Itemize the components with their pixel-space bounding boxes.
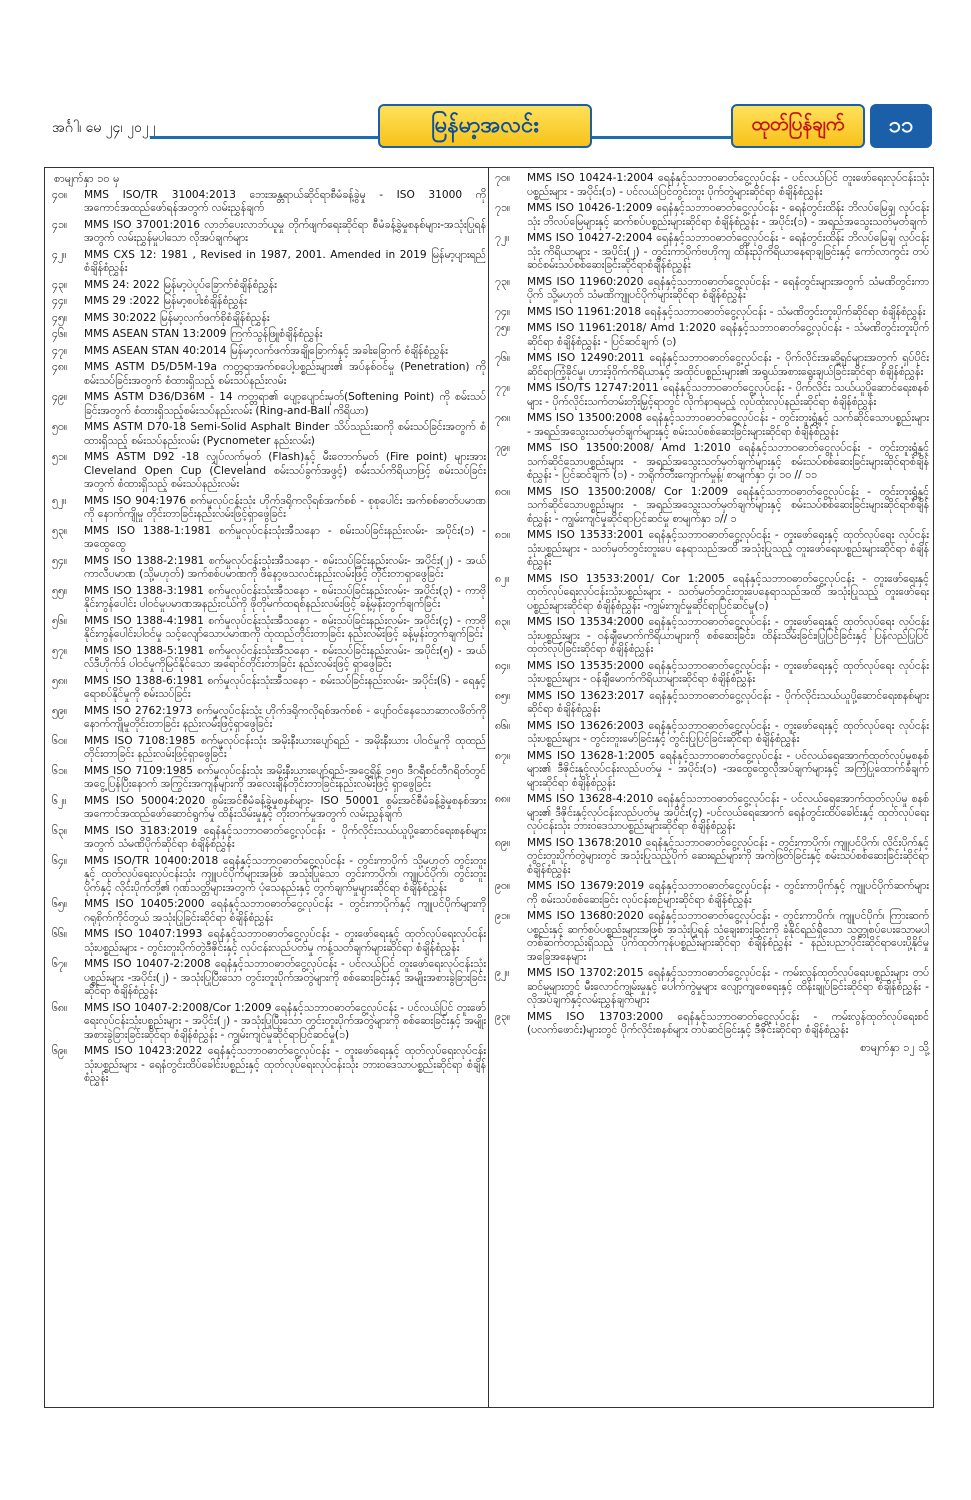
entry-text: MMS ISO 7109:1985 စက်မှုလုပ်ငန်းသုံး အမိုးနီးယားပျော်ရည်-အငွေ့ရှိန် ၁၅၀ ဒီဂရီစင်တီဂရိတ်တွင် အငွေ့ပြန်ပြီးနောက် အကြွင်းအကျန်များကို အလေးချိန်တိုင်းတာခြင်းနည်းလမ်းဖြင့် ရှာဖွေခြင်း	[84, 764, 486, 790]
standard-entry	[495, 910, 929, 964]
entry-text: MMS ISO 13679:2019 ရေနံနှင့်သဘာဝဓာတ်ငွေ့လုပ်ငန်း - တွင်းကာပိုက်နှင့် ကျူပင်ပိုက်ဆက်များကို စမ်းသပ်စစ်ဆေးခြင်း လုပ်ငန်းစဉ်များဆိုင်ရာ စံချိန်စံညွှန်း	[527, 880, 929, 906]
entry-number: ၆၆။	[52, 928, 68, 940]
entry-text: MMS ISO 37001:2016 လာဘ်ပေးလာဘ်ယူမှု တိုက်ဖျက်ရေးဆိုင်ရာ စီမံခန့်ခွဲမှုစနစ်များ-အသုံးပြုရန်အတွက် လမ်းညွှန်မှုပါသော လိုအပ်ချက်များ	[84, 218, 486, 244]
standard-entry	[495, 202, 929, 229]
entry-number: ၆၄။	[52, 854, 68, 867]
entry-number: ၄၄။	[52, 295, 68, 307]
entry-text: MMS ISO 1388-3:1981 စက်မှုလုပ်ငန်းသုံးအီသနော - စမ်းသပ်ခြင်းနည်းလမ်း- အပိုင်း(၃) - ကာဗိုနိုင်းကွန်ပေါင်း ပါဝင်မှုပမာဏအနည်းငယ်ကို ဖိုတိုမက်ထရစ်နည်းလမ်းဖြင့် ခန့်မှန်းတွက်ချက်ခြင်း	[84, 584, 486, 610]
entry-number: ၄၆။	[52, 328, 68, 340]
section-label: ထုတ်ပြန်ချက်	[731, 104, 865, 148]
standard-entry	[52, 675, 486, 702]
entry-text: MMS ISO 13500:2008 ရေနံနှင့်သဘာဝဓာတ်ငွေ့လုပ်ငန်း - တွင်းတူးရွှံ့နှင့် သက်ဆိုင်သောပစ္စည်းများ - အရည်အသွေးသတ်မှတ်ချက်များနှင့် စမ်းသပ်စစ်ဆေးခြင်းများဆိုင်ရာ စံချိန်စံညွှန်း	[527, 412, 929, 438]
entry-number: ၈၄။	[495, 659, 511, 672]
entry-text: MMS ISO 12490:2011 ရေနံနှင့်သဘာဝဓာတ်ငွေ့လုပ်ငန်း - ပိုက်လိုင်းအဆို့ရှင်များအတွက် ရှပ်ပိုင်းဆိုင်ရာကြံ့ခိုင်မှု၊ ဟားဒ့်ဝိုက်ကိရိယာနှင့် အထိုင်ပစ္စည်းများ၏ အရွယ်အစားရွေးချယ်ခြင်းဆိုင်ရာ စံချိန်စံညွှန်း	[527, 352, 929, 378]
entry-text: MMS ISO 13535:2000 ရေနံနှင့်သဘာဝဓာတ်ငွေ့လုပ်ငန်း - တူးဖော်ရေးနှင့် ထုတ်လုပ်ရေး လုပ်ငန်းသုံးပစ္စည်းများ - ဝန်ချီမောက်ကိရိယာများဆိုင်ရာ စံချိန်စံညွှန်း	[527, 659, 929, 685]
entry-text: MMS ISO/TR 10400:2018 ရေနံနှင့်သဘာဝဓာတ်ငွေ့လုပ်ငန်း - တွင်းကာပိုက် သို့မဟုတ် တွင်းတူးနှင့် ထုတ်လုပ်ရေးလုပ်ငန်းသုံး ကျူပင်ပိုက်များအဖြစ် အသုံးပြုသော တွင်းကာပိုက်၊ ကျူပင်ပိုက်၊ တွင်းတူးပိုက်နှင့် လိုင်းပိုက်တို့၏ ဂုဏ်သတ္တိများအတွက် ပုံသေနည်းနှင့် တွက်ချက်မှုများဆိုင်ရာ စံချိန်စံညွှန်း	[84, 854, 486, 894]
entry-number: ၅၀။	[52, 421, 68, 433]
entry-number: ၈၆။	[495, 719, 511, 732]
standard-entry	[495, 967, 929, 1008]
newspaper-masthead: မြန်မာ့အလင်း	[378, 104, 592, 148]
standard-entry	[495, 352, 929, 379]
entry-number: ၅၆။	[52, 614, 68, 627]
standard-entry	[52, 279, 486, 293]
column-divider	[488, 167, 489, 1408]
standard-entry	[52, 795, 486, 822]
issue-date: အင်္ဂါ၊ မေ ၂၄၊ ၂၀၂၂	[52, 120, 156, 136]
standard-entry	[52, 421, 486, 448]
standard-entry	[52, 1002, 486, 1043]
standard-entry	[52, 928, 486, 955]
standard-entry	[495, 486, 929, 527]
entry-text: MMS ASTM D70-18 Semi-Solid Asphalt Binder သိပ်သည်းဆကို စမ်းသပ်ခြင်းအတွက် စံထားရှိသည့် စမ်းသပ်နည်းလမ်း (Pycnometer နည်းလမ်း)	[84, 421, 486, 447]
entry-number: ၄၇။	[52, 344, 68, 357]
entry-text: MMS ISO 13500:2008/ Amd 1:2010 ရေနံနှင့်သဘာဝဓာတ်ငွေ့လုပ်ငန်း - တွင်းတူးရွှံ့နှင့် သက်ဆိုင်သောပစ္စည်းများ - အရည်အသွေးသတ်မှတ်ချက်များနှင့် စမ်းသပ်စစ်ဆေးခြင်းများဆိုင်ရာစံချိန်စံညွှန်း - ပြင်ဆင်ချက် (၁) - ဘရိုက်တီးကျောက်မှုန့်၊ စာမျက်နှာ ၄၊ ၁၀ // ၁၁	[527, 442, 929, 481]
standard-entry	[495, 1011, 929, 1038]
entry-text: MMS ISO 11960:2020 ရေနံနှင့်သဘာဝဓာတ်ငွေ့လုပ်ငန်း - ရေနံတွင်းများအတွက် သံမဏိတွင်းကာပိုက် သို့မဟုတ် သံမဏိကျူပင်ပိုက်များဆိုင်ရာ စံချိန်စံညွှန်း	[527, 275, 929, 301]
entry-number: ၇၇။	[495, 382, 511, 394]
standard-entry	[52, 615, 486, 642]
entry-number: ၅၂။	[52, 494, 67, 507]
entry-text: MMS ISO 10427-2:2004 ရေနံနှင့်သဘာဝဓာတ်ငွေ့လုပ်ငန်း - ရေနံတွင်းထိန်း ဘိလပ်မြေချ လုပ်ငန်းသုံး ကိရိယာများ - အပိုင်း(၂) - တွင်းကာပိုက်ဗဟိုကျ ထိန်းညှိကိရိယာနေရာချခြင်းနှင့် ကော်လာကွင်း တပ်ဆင်စမ်းသပ်စစ်ဆေးခြင်းဆိုင်ရာစံချိန်စံညွှန်း	[527, 232, 929, 271]
standard-entry	[52, 825, 486, 852]
entry-text: MMS 24: 2022 မြန်မာ့ပဲပုပ်ခြောက်စံချိန်စံညွှန်း	[84, 278, 277, 291]
entry-number: ၈၉။	[495, 836, 511, 849]
standard-entry	[495, 573, 929, 614]
entry-number: ၅၁။	[52, 451, 68, 463]
entry-text: MMS ISO 1388-6:1981 စက်မှုလုပ်ငန်းသုံးအီသနော - စမ်းသပ်ခြင်းနည်းလမ်း- အပိုင်း(၆) - ရေနှင့်ရောစပ်နိုင်မှုကို စမ်းသပ်ခြင်း	[84, 674, 486, 700]
standard-entry	[52, 295, 486, 309]
entry-number: ၄၀။	[52, 188, 68, 201]
entry-text: MMS ISO 10407-2:2008 ရေနံနှင့်သဘာဝဓာတ်ငွေ့လုပ်ငန်း - ပင်လယ်ပြင် တူးဖော်ရေးလုပ်ငန်းသုံးပစ္စည်းများ -အပိုင်း(၂) - အသုံးပြုပြီးသော တွင်းတူးပိုက်အတွဲများကို စစ်ဆေးခြင်းနှင့် အမျိုးအစားခွဲခြားခြင်းဆိုင်ရာ စံချိန်စံညွှန်း	[84, 958, 486, 997]
entry-number: ၉၃။	[495, 1010, 511, 1023]
entry-text: MMS ASEAN STAN 13:2009 ကြက်သွန်ဖြူစံချိန်စံညွှန်း	[84, 328, 323, 340]
entry-text: MMS ISO 13626:2003 ရေနံနှင့်သဘာဝဓာတ်ငွေ့လုပ်ငန်း - တူးဖော်ရေးနှင့် ထုတ်လုပ်ရေး လုပ်ငန်းသုံးပစ္စည်းများ - တွင်းတူးမော်ခြင်းနှင့် တွင်းပြုပြင်ခြင်းဆိုင်ရာ စံချိန်စံညွှန်း	[527, 719, 929, 745]
standard-entry	[52, 391, 486, 418]
entry-text: MMS 29 :2022 မြန်မာ့စပါးစံချိန်စံညွှန်း	[84, 295, 247, 307]
page-number: ၁၁	[870, 104, 932, 148]
standard-entry	[495, 412, 929, 439]
entry-number: ၅၄။	[52, 554, 68, 567]
entry-text: MMS ISO 11961:2018/ Amd 1:2020 ရေနံနှင့်သဘာဝဓာတ်ငွေ့လုပ်ငန်း - သံမဏိတွင်းတူးပိုက်ဆိုင်ရာ စံချိန်စံညွှန်း - ပြင်ဆင်ချက် (၁)	[527, 322, 929, 348]
entry-text: MMS ISO 13533:2001/ Cor 1:2005 ရေနံနှင့်သဘာဝဓာတ်ငွေ့လုပ်ငန်း - တူးဖော်ရေးနှင့် ထုတ်လုပ်ရေးလုပ်ငန်းသုံးပစ္စည်းများ - သတ်မှတ်တွင်းတူးပေနေရာသည်အထိ အသုံးပြုသည့် တူးဖော်ရေးပစ္စည်းများဆိုင်ရာ စံချိန်စံညွှန်း -ကျွမ်းကျင်မှုဆိုင်ရာပြင်ဆင်မှု(၁)	[527, 572, 929, 612]
entry-text: MMS ISO 13628-1:2005 ရေနံနှင့်သဘာဝဓာတ်ငွေ့လုပ်ငန်း - ပင်လယ်ရေအောက်ထုတ်လုပ်မှုစနစ်များ၏ ဒီဇိုင်းနှင့်လုပ်ငန်းလည်ပတ်မှု - အပိုင်း(၁) -အထွေထွေလိုအပ်ချက်များနှင့် အကြံပြုထောက်ခံချက်များဆိုင်ရာ စံချိန်စံညွှန်း	[527, 749, 929, 789]
entry-number: ၇၃။	[495, 275, 511, 288]
entry-number: ၅၃။	[52, 524, 68, 537]
entry-number: ၈၂။	[495, 572, 510, 585]
entry-text: MMS ISO 13534:2000 ရေနံနှင့်သဘာဝဓာတ်ငွေ့လုပ်ငန်း - တူးဖော်ရေးနှင့် ထုတ်လုပ်ရေး လုပ်ငန်းသုံးပစ္စည်းများ - ဝန်ချီမောက်ကိရိယာများကို စစ်ဆေးခြင်း၊ ထိန်းသိမ်းခြင်း၊ပြုပြင်ခြင်းနှင့် ပြန်လည်ပြုပြင်ထုတ်လုပ်ခြင်းဆိုင်ရာ စံချိန်စံညွှန်း	[527, 616, 929, 655]
entry-number: ၈၅။	[495, 689, 511, 702]
entry-text: MMS ISO 1388-5:1981 စက်မှုလုပ်ငန်းသုံးအီသနော - စမ်းသပ်ခြင်းနည်းလမ်း- အပိုင်း(၅) - အယ်လ်ဒီဟိုက်ဒ် ပါဝင်မှုကိုမြင်နိုင်သော အရောင်တိုင်းတာခြင်း နည်းလမ်းဖြင့် ရှာဖွေခြင်း	[84, 644, 486, 670]
entry-number: ၉၂။	[495, 967, 510, 979]
standard-entry	[52, 219, 486, 246]
standard-entry	[495, 616, 929, 657]
standard-entry	[52, 249, 486, 276]
entry-number: ၅၅။	[52, 584, 68, 597]
standard-entry	[495, 837, 929, 878]
entry-number: ၉၁။	[495, 910, 511, 922]
entry-text: MMS CXS 12: 1981 , Revised in 1987, 2001. Amended in 2019 မြန်မာ့ပျားရည်စံချိန်စံညွှန်း	[84, 248, 486, 274]
entry-text: MMS ISO 10407-2:2008/Cor 1:2009 ရေနံနှင့်သဘာဝဓာတ်ငွေ့လုပ်ငန်း - ပင်လယ်ပြင် တူးဖော်ရေးလုပ်ငန်းသုံးပစ္စည်းများ - အပိုင်း(၂) - အသုံးပြုပြီးသော တွင်းတူးပိုက်အတွဲများကို စစ်ဆေးခြင်းနှင့် အမျိုးအစားခွဲခြားခြင်းဆိုင်ရာ စံချိန်စံညွှန်း - ကျွမ်းကျင်မှုဆိုင်ရာပြင်ဆင်မှု(၁)	[84, 1001, 486, 1041]
entry-number: ၅၈။	[52, 674, 68, 687]
entry-text: MMS ISO 11961:2018 ရေနံနှင့်သဘာဝဓာတ်ငွေ့လုပ်ငန်း - သံမဏိတွင်းတူးပိုက်ဆိုင်ရာ စံချိန်စံညွှန်း	[527, 305, 926, 318]
standard-entry	[52, 958, 486, 999]
entry-number: ၄၈။	[52, 361, 68, 373]
standard-entry	[52, 312, 486, 326]
entry-number: ၆၁။	[52, 764, 68, 777]
entry-text: MMS ISO 13702:2015 ရေနံနှင့်သဘာဝဓာတ်ငွေ့လုပ်ငန်း - ကမ်းလွန်ထုတ်လုပ်ရေးပစ္စည်းများ တပ်ဆင်မှုများတွင် မီးလောင်ကျွမ်းမှုနှင့် ပေါက်ကွဲမှုများ လျော့ကျစေရေးနှင့် ထိန်းချုပ်ခြင်းဆိုင်ရာ စံချိန်စံညွှန်း - လိုအပ်ချက်နှင့်လမ်းညွှန်ချက်များ	[527, 967, 929, 1006]
standard-entry	[52, 898, 486, 925]
entry-text: MMS ASTM D36/D36M - 14 ကတ္တရာ၏ ပျော့ပျောင်းမှတ်(Softening Point) ကို စမ်းသပ်ခြင်းအတွက် စံထားရှိသည့်စမ်းသပ်နည်းလမ်း (Ring-and-Ball ကိရိယာ)	[84, 391, 486, 417]
standard-entry	[52, 495, 486, 522]
entry-text: MMS ISO 10424-1:2004 ရေနံနှင့်သဘာဝဓာတ်ငွေ့လုပ်ငန်း - ပင်လယ်ပြင် တူးဖော်ရေးလုပ်ငန်းသုံးပစ္စည်းများ - အပိုင်း(၁) - ပင်လယ်ပြင်တွင်းတူး ပိုက်တွဲများဆိုင်ရာ စံချိန်စံညွှန်း	[527, 172, 929, 198]
standard-entry	[495, 382, 929, 409]
standard-entry	[52, 855, 486, 896]
standard-entry	[495, 529, 929, 570]
entry-number: ၄၃။	[52, 278, 68, 291]
entry-number: ၇၂။	[495, 232, 510, 244]
standard-entry	[495, 660, 929, 687]
entry-text: MMS ISO 10423:2022 ရေနံနှင့်သဘာဝဓာတ်ငွေ့လုပ်ငန်း - တူးဖော်ရေးနှင့် ထုတ်လုပ်ရေးလုပ်ငန်းသုံးပစ္စည်းများ - ရေနံတွင်းထိပ်ခေါင်းပစ္စည်းနှင့် ထုတ်လုပ်ရေးလုပ်ငန်းသုံး ဘားဝဒေသာပစ္စည်းဆိုင်ရာ စံချိန်စံညွှန်း	[84, 1045, 486, 1084]
entry-number: ၄၅။	[52, 311, 68, 324]
entry-number: ၄၉။	[52, 391, 68, 403]
entry-text: MMS 30:2022 မြန်မာ့လက်ဖက်စိုစံချိန်စံညွှန်း	[84, 311, 270, 324]
standard-entry	[495, 750, 929, 791]
right-column	[495, 172, 929, 1054]
header-rule-left	[150, 136, 378, 139]
entry-number: ၇၆။	[495, 352, 511, 364]
entry-text: MMS ISO 2762:1973 စက်မှုလုပ်ငန်းသုံး ဟိုက်ဒရိုကလိုရစ်အက်စစ် - ပျော်ဝင်နေသောဆာလဖိတ်ကို နောက်ကျိုမှုတိုင်းတာခြင်း နည်းလမ်းဖြင့်ရှာဖွေခြင်း	[84, 704, 486, 730]
entry-text: MMS ISO 1388-2:1981 စက်မှုလုပ်ငန်းသုံးအီသနော - စမ်းသပ်ခြင်းနည်းလမ်း- အပိုင်း(၂) - အယ်ကာလီပမာဏ (သို့မဟုတ်) အက်စစ်ပမာဏကို ဖီနော့ဖသလင်းနည်းလမ်းဖြင့် တိုင်းတာရှာဖွေခြင်း	[84, 554, 486, 580]
entry-number: ၅၇။	[52, 644, 68, 657]
entry-text: MMS ISO 10405:2000 ရေနံနှင့်သဘာဝဓာတ်ငွေ့လုပ်ငန်း - တွင်းကာပိုက်နှင့် ကျူပင်ပိုက်များကို ဂရုစိုက်ကိုင်တွယ် အသုံးပြုခြင်းဆိုင်ရာ စံချိန်စံညွှန်း	[84, 898, 486, 924]
entry-number: ၈၁။	[495, 529, 511, 541]
entry-text: MMS ISO 10407:1993 ရေနံနှင့်သဘာဝဓာတ်ငွေ့လုပ်ငန်း - တူးဖော်ရေးနှင့် ထုတ်လုပ်ရေးလုပ်ငန်းသုံးပစ္စည်းများ - တွင်းတူးပိုက်တွဲဒီဇိုင်းနှင့် လုပ်ငန်းလည်ပတ်မှု ကန့်သတ်ချက်များဆိုင်ရာ စံချိန်စံညွှန်း	[84, 928, 486, 954]
entry-number: ၈၈။	[495, 793, 511, 805]
standard-entry	[52, 645, 486, 672]
entry-text: MMS ISO 50004:2020 စွမ်းအင်စီမံခန့်ခွဲမှုစနစ်များ- ISO 50001 စွမ်းအင်စီမံခန့်ခွဲမှုစနစ်အား အကောင်အထည်ဖော်ဆောင်ရွက်မှု ထိန်းသိမ်းမှုနှင့် တိုးတက်မှုအတွက် လမ်းညွှန်ချက်	[84, 794, 486, 820]
continued-to: စာမျက်နှာ ၁၂ သို့	[860, 1040, 929, 1054]
standard-entry	[52, 328, 486, 342]
standard-entry	[52, 345, 486, 359]
standard-entry	[495, 232, 929, 273]
standard-entry	[52, 705, 486, 732]
entry-text: MMS ISO 13533:2001 ရေနံနှင့်သဘာဝဓာတ်ငွေ့လုပ်ငန်း - တူးဖော်ရေးနှင့် ထုတ်လုပ်ရေး လုပ်ငန်းသုံးပစ္စည်းများ - သတ်မှတ်တွင်းတူးပေ နေရာသည်အထိ အသုံးပြုသည့် တူးဖော်ရေးပစ္စည်းများဆိုင်ရာ စံချိန်စံညွှန်း	[527, 529, 929, 568]
entry-number: ၆၅။	[52, 898, 68, 910]
standard-entry	[495, 442, 929, 483]
entry-number: ၈၇။	[495, 749, 511, 762]
standard-entry	[52, 555, 486, 582]
entry-number: ၇၈။	[495, 412, 511, 424]
entry-number: ၈၃။	[495, 616, 511, 628]
entry-number: ၅၉။	[52, 704, 68, 717]
standard-entry	[495, 720, 929, 747]
standard-entry	[52, 585, 486, 612]
standard-entry	[52, 735, 486, 762]
standard-entry	[52, 451, 486, 492]
standard-entry	[495, 306, 929, 320]
header-rule-right	[592, 136, 731, 139]
entry-text: MMS ASEAN STAN 40:2014 မြန်မာ့လက်ဖက်အချိုခြောက်နှင့် အခါးခြောက် စံချိန်စံညွှန်း	[84, 344, 448, 357]
left-column	[52, 172, 486, 1089]
entry-number: ၉၀။	[495, 880, 511, 892]
entry-text: MMS ISO 10426-1:2009 ရေနံနှင့်သဘာဝဓာတ်ငွေ့လုပ်ငန်း - ရေနံတွင်းထိန်း ဘိလပ်မြေချ လုပ်ငန်းသုံး ဘိလပ်မြေများနှင့် ဆက်စပ်ပစ္စည်းများဆိုင်ရာ စံချိန်စံညွှန်း - အပိုင်း(၁) - အရည်အသွေးသတ်မှတ်ချက်	[527, 202, 929, 228]
entry-text: MMS ISO 13500:2008/ Cor 1:2009 ရေနံနှင့်သဘာဝဓာတ်ငွေ့လုပ်ငန်း - တွင်းတူးရွှံ့နှင့် သက်ဆိုင်သောပစ္စည်းများ - အရည်အသွေးသတ်မှတ်ချက်များနှင့် စမ်းသပ်စစ်ဆေးခြင်းများဆိုင်ရာစံချိန်စံညွှန်း - ကျွမ်းကျင်မှုဆိုင်ရာပြင်ဆင်မှု စာမျက်နှာ ၁// ၁	[527, 485, 929, 525]
entry-text: MMS ISO 1388-4:1981 စက်မှုလုပ်ငန်းသုံးအီသနော - စမ်းသပ်ခြင်းနည်းလမ်း- အပိုင်း(၄) - ကာဗိုနိုင်းကွန်ပေါင်းပါဝင်မှု သင့်လျော်သောပမာဏကို ထုထည်တိုင်းတာခြင်း နည်းလမ်းဖြင့် ခန့်မှန်းတွက်ချက်ခြင်း	[84, 614, 486, 640]
entry-text: MMS ISO/TS 12747:2011 ရေနံနှင့်သဘာဝဓာတ်ငွေ့လုပ်ငန်း - ပိုက်လိုင်း သယ်ယူပို့ဆောင်ရေးစနစ်များ - ပိုက်လိုင်းသက်တမ်းတိုးမြှင့်ရာတွင် လိုက်နာရမည့် လုပ်ထုံးလုပ်နည်းဆိုင်ရာ စံချိန်စံညွှန်း	[527, 382, 929, 408]
entry-text: MMS ISO 13628-4:2010 ရေနံနှင့်သဘာဝဓာတ်ငွေ့လုပ်ငန်း - ပင်လယ်ရေအောက်ထုတ်လုပ်မှု စနစ်များ၏ ဒီဇိုင်းနှင့်လုပ်ငန်းလည်ပတ်မှု အပိုင်း(၄) -ပင်လယ်ရေအောက် ရေနံတွင်းထိပ်ခေါင်းနှင့် ထုတ်လုပ်ရေးလုပ်ငန်းသုံး ဘားဝဒေသာပစ္စည်းများဆိုင်ရာ စံချိန်စံညွှန်း	[527, 793, 929, 832]
standard-entry	[495, 690, 929, 717]
continued-from: စာမျက်နှာ ၁၀ မှ	[54, 172, 120, 185]
entry-text: MMS ISO 13678:2010 ရေနံနှင့်သဘာဝဓာတ်ငွေ့လုပ်ငန်း - တွင်းကာပိုက်၊ ကျူပင်ပိုက်၊ လိုင်းပိုက်နှင့် တွင်းတူးပိုက်တွဲများတွင် အသုံးပြုသည့်ပိုက် ဆေးရည်များကို အကဲဖြတ်ခြင်းနှင့် စမ်းသပ်စစ်ဆေးခြင်းဆိုင်ရာစံချိန်စံညွှန်း	[527, 836, 929, 876]
entry-number: ၆၃။	[52, 824, 68, 837]
entry-number: ၄၂။	[52, 248, 67, 261]
standard-entry	[495, 880, 929, 907]
entry-number: ၄၁။	[52, 218, 68, 231]
standard-entry	[52, 525, 486, 552]
standard-entry	[495, 793, 929, 834]
entry-number: ၆၉။	[52, 1045, 68, 1057]
entry-number: ၆၇။	[52, 958, 68, 970]
entry-text: MMS ISO 7108:1985 စက်မှုလုပ်ငန်းသုံး အမိုးနီးယားပျော်ရည် - အမိုးနီးယား ပါဝင်မှုကို ထုထည်တိုင်းတာခြင်း နည်းလမ်းဖြင့်ရှာဖွေခြင်း	[84, 734, 486, 760]
entry-text: MMS ISO 3183:2019 ရေနံနှင့်သဘာဝဓာတ်ငွေ့လုပ်ငန်း - ပိုက်လိုင်းသယ်ယူပို့ဆောင်ရေးစနစ်များအတွက် သံမဏိပိုက်ဆိုင်ရာ စံချိန်စံညွှန်း	[84, 824, 486, 850]
standard-entry	[52, 189, 486, 216]
entry-text: MMS ISO 1388-1:1981 စက်မှုလုပ်ငန်းသုံးအီသနော - စမ်းသပ်ခြင်းနည်းလမ်း- အပိုင်း(၁) - အထွေထွေ	[84, 524, 486, 550]
page-header	[0, 0, 971, 170]
entry-number: ၆၈။	[52, 1001, 68, 1014]
entry-number: ၆၂။	[52, 794, 67, 807]
entry-number: ၇၁။	[495, 202, 511, 214]
entry-number: ၆၀။	[52, 734, 68, 747]
entry-number: ၈၀။	[495, 485, 511, 498]
standard-entry	[495, 172, 929, 199]
entry-number: ၇၅။	[495, 322, 511, 334]
entry-text: MMS ASTM D92 -18 လျှပ်လက်မှတ် (Flash)နှင့် မီးတောက်မှတ် (Fire point) များအား Cleveland Open Cup (Cleveland စမ်းသပ်ခွက်အဖွင့်) စမ်းသပ်ကိရိယာဖြင့် စမ်းသပ်ခြင်းအတွက် စံထားရှိသည့် စမ်းသပ်နည်းလမ်း	[84, 451, 486, 490]
standard-entry	[495, 276, 929, 303]
entry-text: MMS ISO 904:1976 စက်မှုလုပ်ငန်းသုံး ဟိုက်ဒရိုကလိုရစ်အက်စစ် - စုစုပေါင်း အက်စစ်ဓာတ်ပမာဏကို နောက်ကျိုမှု တိုင်းတာခြင်းနည်းလမ်းဖြင့်ရှာဖွေခြင်း	[84, 494, 486, 520]
entry-text: MMS ISO/TR 31004:2013 ဘေးအန္တရာယ်ဆိုင်ရာစီမံခန့်ခွဲမှု - ISO 31000 ကို အကောင်အထည်ဖော်ရန်အတွက် လမ်းညွှန်ချက်	[84, 188, 486, 214]
standard-entry	[52, 1045, 486, 1086]
standard-entry	[52, 765, 486, 792]
entry-number: ၇၉။	[495, 442, 511, 454]
entry-text: MMS ISO 13680:2020 ရေနံနှင့်သဘာဝဓာတ်ငွေ့လုပ်ငန်း - တွင်းကာပိုက်၊ ကျူပင်ပိုက်၊ ကြားဆက်ပစ္စည်းနှင့် ဆက်စပ်ပစ္စည်းများအဖြစ် အသုံးပြုရန် သံချေးစားခြင်းကို ခံနိုင်ရည်ရှိသော သတ္တုစပ်ပေးသောမပါ တစ်ဆက်တည်းရှိသည့် ပိုက်ထုတ်ကုန်ပစ္စည်းများဆိုင်ရာ စံချိန်စံညွှန်း - နည်းပညာပိုင်းဆိုင်ရာပေးပို့နိုင်မှု အခြေအနေများ	[527, 910, 929, 963]
entry-text: MMS ASTM D5/D5M-19a ကတ္တရာအက်စပေါ့ပစ္စည်းများ၏ အပ်နစ်ဝင်မှု (Penetration) ကို စမ်းသပ်ခြင်းအတွက် စံထားရှိသည့် စမ်းသပ်နည်းလမ်း	[84, 361, 486, 387]
standard-entry	[495, 322, 929, 349]
entry-text: MMS ISO 13703:2000 ရေနံနှင့်သဘာဝဓာတ်ငွေ့လုပ်ငန်း - ကမ်းလွန်ထုတ်လုပ်ရေးစင် (ပလက်ဖောင်း)များတွင် ပိုက်လိုင်းစနစ်များ တပ်ဆင်ခြင်းနှင့် ဒီဇိုင်းဆိုင်ရာ စံချိန်စံညွှန်း	[527, 1010, 929, 1036]
entry-number: ၇၀။	[495, 172, 511, 184]
entry-text: MMS ISO 13623:2017 ရေနံနှင့်သဘာဝဓာတ်ငွေ့လုပ်ငန်း - ပိုက်လိုင်းသယ်ယူပို့ဆောင်ရေးစနစ်များဆိုင်ရာ စံချိန်စံညွှန်း	[527, 689, 929, 715]
entry-number: ၇၄။	[495, 305, 511, 318]
standard-entry	[52, 361, 486, 388]
